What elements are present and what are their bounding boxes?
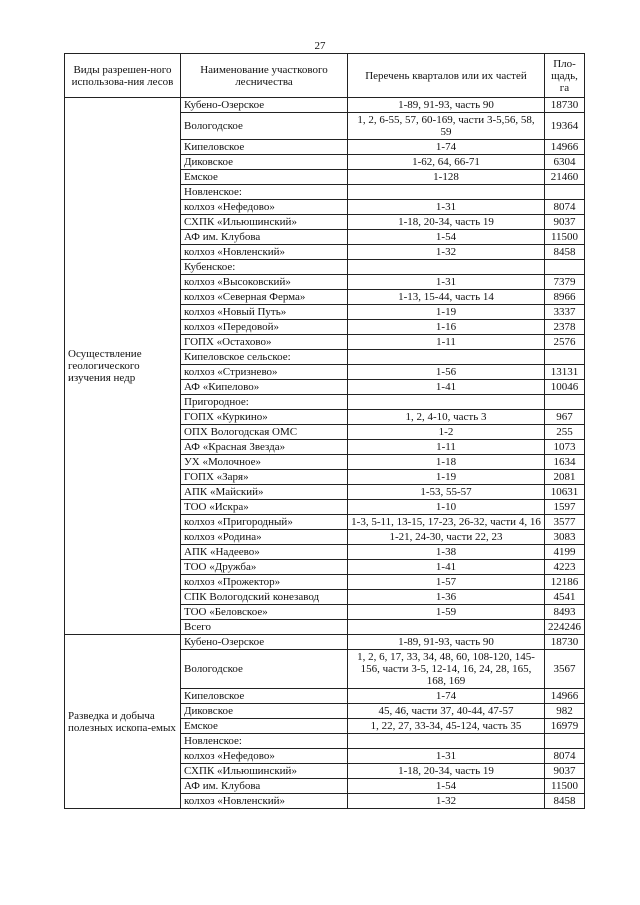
quarters-cell: 1-11 [348, 440, 545, 455]
quarters-cell: 1-57 [348, 575, 545, 590]
area-cell: 2081 [545, 470, 585, 485]
quarters-cell [348, 620, 545, 635]
forestry-name-cell: Всего [181, 620, 348, 635]
quarters-cell: 1, 2, 6, 17, 33, 34, 48, 60, 108-120, 145-156, части 3-5, 12-14, 16, 24, 28, 165, 168, 169 [348, 650, 545, 689]
forestry-name-cell: Пригородное: [181, 395, 348, 410]
quarters-cell: 1-16 [348, 320, 545, 335]
forestry-name-cell: СХПК «Ильюшинский» [181, 215, 348, 230]
quarters-cell: 1-18, 20-34, часть 19 [348, 764, 545, 779]
area-cell: 2378 [545, 320, 585, 335]
area-cell: 1634 [545, 455, 585, 470]
quarters-cell [348, 185, 545, 200]
quarters-cell: 1-89, 91-93, часть 90 [348, 635, 545, 650]
quarters-cell: 1-11 [348, 335, 545, 350]
area-cell: 18730 [545, 635, 585, 650]
quarters-cell: 1-41 [348, 560, 545, 575]
forestry-name-cell: Вологодское [181, 650, 348, 689]
quarters-cell: 1-128 [348, 170, 545, 185]
header-area: Пло-щадь, га [545, 54, 585, 98]
area-cell: 1073 [545, 440, 585, 455]
header-forestry-name: Наименование участкового лесничества [181, 54, 348, 98]
forestry-name-cell: колхоз «Нефедово» [181, 749, 348, 764]
forestry-name-cell: колхоз «Высоковский» [181, 275, 348, 290]
forest-use-table [64, 53, 585, 809]
forestry-name-cell: АФ им. Клубова [181, 779, 348, 794]
area-cell [545, 734, 585, 749]
area-cell: 3577 [545, 515, 585, 530]
area-cell: 8458 [545, 245, 585, 260]
forestry-name-cell: колхоз «Новленский» [181, 245, 348, 260]
quarters-cell: 1-2 [348, 425, 545, 440]
area-cell: 4223 [545, 560, 585, 575]
quarters-cell: 1-13, 15-44, часть 14 [348, 290, 545, 305]
quarters-cell: 1-31 [348, 275, 545, 290]
area-cell: 224246 [545, 620, 585, 635]
area-cell: 8966 [545, 290, 585, 305]
quarters-cell: 1-53, 55-57 [348, 485, 545, 500]
quarters-cell: 1-62, 64, 66-71 [348, 155, 545, 170]
area-cell [545, 260, 585, 275]
area-cell: 6304 [545, 155, 585, 170]
area-cell: 12186 [545, 575, 585, 590]
forestry-name-cell: АПК «Надеево» [181, 545, 348, 560]
forestry-name-cell: ТОО «Дружба» [181, 560, 348, 575]
area-cell [545, 350, 585, 365]
area-cell: 8493 [545, 605, 585, 620]
table-header-row [65, 54, 585, 98]
page-number: 27 [314, 40, 326, 52]
quarters-cell: 1, 22, 27, 33-34, 45-124, часть 35 [348, 719, 545, 734]
forestry-name-cell: СПК Вологодский конезавод [181, 590, 348, 605]
area-cell: 1597 [545, 500, 585, 515]
forestry-name-cell: Емское [181, 170, 348, 185]
area-cell: 9037 [545, 764, 585, 779]
forestry-name-cell: Диковское [181, 704, 348, 719]
area-cell: 19364 [545, 113, 585, 140]
area-cell: 10046 [545, 380, 585, 395]
quarters-cell: 1-74 [348, 689, 545, 704]
forestry-name-cell: ГОПХ «Заря» [181, 470, 348, 485]
table-row [65, 98, 585, 113]
forestry-name-cell: ОПХ Вологодская ОМС [181, 425, 348, 440]
area-cell: 10631 [545, 485, 585, 500]
forestry-name-cell: колхоз «Передовой» [181, 320, 348, 335]
area-cell: 14966 [545, 140, 585, 155]
area-cell: 21460 [545, 170, 585, 185]
forestry-name-cell: Новленское: [181, 734, 348, 749]
area-cell: 7379 [545, 275, 585, 290]
quarters-cell: 1-89, 91-93, часть 90 [348, 98, 545, 113]
area-cell: 3567 [545, 650, 585, 689]
quarters-cell: 1, 2, 4-10, часть 3 [348, 410, 545, 425]
area-cell: 16979 [545, 719, 585, 734]
quarters-cell: 1-54 [348, 230, 545, 245]
forestry-name-cell: Кипеловское [181, 140, 348, 155]
area-cell: 255 [545, 425, 585, 440]
forestry-name-cell: СХПК «Ильюшинский» [181, 764, 348, 779]
area-cell: 4541 [545, 590, 585, 605]
forestry-name-cell: колхоз «Новленский» [181, 794, 348, 809]
quarters-cell: 1-54 [348, 779, 545, 794]
forestry-name-cell: ГОПХ «Остахово» [181, 335, 348, 350]
area-cell: 14966 [545, 689, 585, 704]
area-cell: 967 [545, 410, 585, 425]
area-cell: 11500 [545, 230, 585, 245]
quarters-cell: 1-31 [348, 200, 545, 215]
forestry-name-cell: Кипеловское сельское: [181, 350, 348, 365]
quarters-cell [348, 350, 545, 365]
area-cell: 2576 [545, 335, 585, 350]
forestry-name-cell: колхоз «Новый Путь» [181, 305, 348, 320]
forestry-name-cell: ГОПХ «Куркино» [181, 410, 348, 425]
quarters-cell: 1-38 [348, 545, 545, 560]
area-cell: 982 [545, 704, 585, 719]
quarters-cell: 1-36 [348, 590, 545, 605]
forestry-name-cell: колхоз «Прожектор» [181, 575, 348, 590]
quarters-cell [348, 734, 545, 749]
quarters-cell: 1-19 [348, 470, 545, 485]
area-cell: 8074 [545, 749, 585, 764]
forestry-name-cell: АФ «Кипелово» [181, 380, 348, 395]
table-body [65, 98, 585, 809]
area-cell: 11500 [545, 779, 585, 794]
quarters-cell: 1-31 [348, 749, 545, 764]
header-category: Виды разрешен-ного использова-ния лесов [65, 54, 181, 98]
header-quarters: Перечень кварталов или их частей [348, 54, 545, 98]
quarters-cell [348, 395, 545, 410]
area-cell: 13131 [545, 365, 585, 380]
forestry-name-cell: Диковское [181, 155, 348, 170]
area-cell: 4199 [545, 545, 585, 560]
area-cell: 8458 [545, 794, 585, 809]
quarters-cell: 1-21, 24-30, части 22, 23 [348, 530, 545, 545]
forestry-name-cell: ТОО «Искра» [181, 500, 348, 515]
quarters-cell: 1-56 [348, 365, 545, 380]
forestry-name-cell: Кубено-Озерское [181, 98, 348, 113]
forestry-name-cell: Кипеловское [181, 689, 348, 704]
forestry-name-cell: АПК «Майский» [181, 485, 348, 500]
quarters-cell: 1-74 [348, 140, 545, 155]
quarters-cell [348, 260, 545, 275]
area-cell: 18730 [545, 98, 585, 113]
forestry-name-cell: колхоз «Нефедово» [181, 200, 348, 215]
forestry-name-cell: АФ им. Клубова [181, 230, 348, 245]
forestry-name-cell: Вологодское [181, 113, 348, 140]
forestry-name-cell: Кубено-Озерское [181, 635, 348, 650]
forestry-name-cell: УХ «Молочное» [181, 455, 348, 470]
quarters-cell: 1-32 [348, 245, 545, 260]
forestry-name-cell: колхоз «Родина» [181, 530, 348, 545]
forestry-name-cell: колхоз «Пригородный» [181, 515, 348, 530]
forestry-name-cell: Емское [181, 719, 348, 734]
forestry-name-cell: Новленское: [181, 185, 348, 200]
area-cell [545, 185, 585, 200]
quarters-cell: 1-18 [348, 455, 545, 470]
quarters-cell: 1-32 [348, 794, 545, 809]
quarters-cell: 45, 46, части 37, 40-44, 47-57 [348, 704, 545, 719]
forestry-name-cell: колхоз «Северная Ферма» [181, 290, 348, 305]
use-category-cell: Осуществление геологического изучения недр [65, 98, 181, 635]
forestry-name-cell: Кубенское: [181, 260, 348, 275]
quarters-cell: 1-59 [348, 605, 545, 620]
quarters-cell: 1-41 [348, 380, 545, 395]
quarters-cell: 1-3, 5-11, 13-15, 17-23, 26-32, части 4, 16 [348, 515, 545, 530]
quarters-cell: 1-10 [348, 500, 545, 515]
area-cell [545, 395, 585, 410]
area-cell: 9037 [545, 215, 585, 230]
area-cell: 3083 [545, 530, 585, 545]
quarters-cell: 1-19 [348, 305, 545, 320]
quarters-cell: 1, 2, 6-55, 57, 60-169, части 3-5,56, 58, 59 [348, 113, 545, 140]
area-cell: 8074 [545, 200, 585, 215]
forestry-name-cell: АФ «Красная Звезда» [181, 440, 348, 455]
forestry-name-cell: колхоз «Стризнево» [181, 365, 348, 380]
quarters-cell: 1-18, 20-34, часть 19 [348, 215, 545, 230]
forestry-name-cell: ТОО «Беловское» [181, 605, 348, 620]
table-row [65, 635, 585, 650]
area-cell: 3337 [545, 305, 585, 320]
use-category-cell: Разведка и добыча полезных ископа-емых [65, 635, 181, 809]
